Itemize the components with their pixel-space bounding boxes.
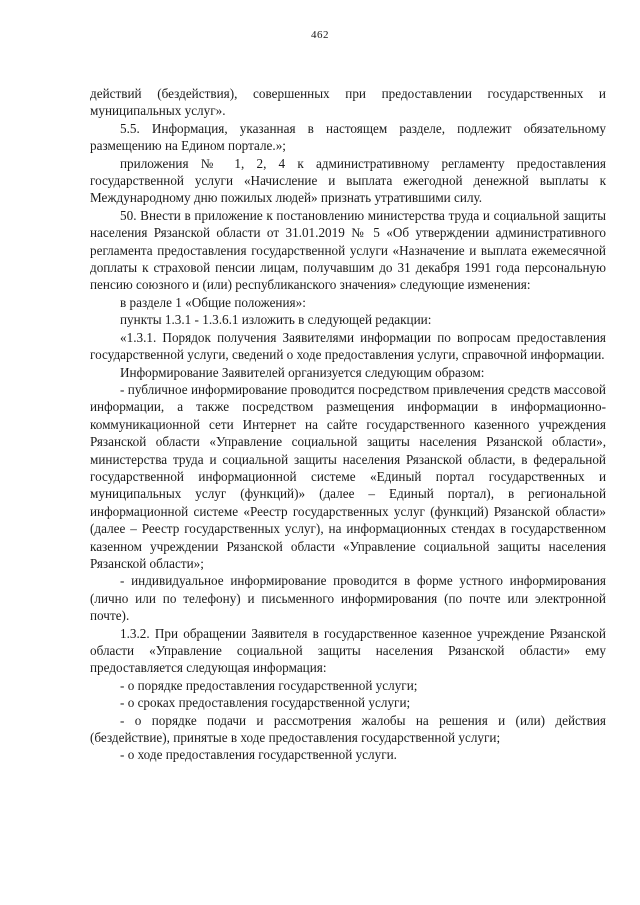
list-item: - о порядке предоставления государственной услуги; bbox=[120, 677, 418, 693]
paragraph-1-3-1: «1.3.1. Порядок получения Заявителями информации по вопросам предоставления государственной услуги, сведений о ходе предоставления услуги, справочной информации. bbox=[90, 329, 606, 363]
paragraph-annexes-void: приложения № 1, 2, 4 к административному регламенту предоставления государственной услуги «Начисление и выплата ежегодной денежной выплаты к Международному дню пожилых людей» признать утратившими силу. bbox=[90, 155, 606, 206]
paragraph-5-5: 5.5. Информация, указанная в настоящем разделе, подлежит обязательному размещению на Едином портале.»; bbox=[90, 120, 606, 154]
paragraph-50: 50. Внести в приложение к постановлению министерства труда и социальной защиты населения Рязанской области от 31.01.2019 № 5 «Об утверждении административного регламента предоставления государственной услуги «Назначение и выплата ежемесячной доплаты к страховой пенсии лицам, получавшим до 31 декабря 1991 года персональную пенсию союзного и (или) республиканского значения» следующие изменения: bbox=[90, 207, 606, 293]
paragraph-continuation: действий (бездействия), совершенных при предоставлении государственных и муниципальных услуг». bbox=[90, 86, 606, 119]
paragraph-points-edit: пункты 1.3.1 - 1.3.6.1 изложить в следующей редакции: bbox=[120, 312, 432, 328]
list-item: - о порядке подачи и рассмотрения жалобы на решения и (или) действия (бездействие), принятые в ходе предоставления государственной услуги; bbox=[90, 712, 606, 746]
list-item: - о сроках предоставления государственной услуги; bbox=[120, 695, 411, 711]
paragraph-public-informing: - публичное информирование проводится посредством привлечения средств массовой информации, а также посредством размещения информации в информационно-коммуникационной сети Интернет на сайте государственного казенного учреждения Рязанской области «Управление социальной защиты населения Рязанской области», министерства труда и социальной защиты населения Рязанской области, в федеральной государственной информационной системе «Единый портал государственных и муниципальных услуг (функций)» (далее – Единый портал), в региональной информационной системе «Реестр государственных услуг (функций) Рязанской области» (далее – Реестр государственных услуг), на информационных стендах в государственном казенном учреждении Рязанской области «Управление социальной защиты населения Рязанской области»; bbox=[90, 381, 606, 571]
document-body bbox=[90, 85, 606, 764]
paragraph-1-3-2: 1.3.2. При обращении Заявителя в государственное казенное учреждение Рязанской области «Управление социальной защиты населения Рязанской области» ему предоставляется следующая информация: bbox=[90, 625, 606, 676]
paragraph-section-1: в разделе 1 «Общие положения»: bbox=[120, 294, 306, 310]
paragraph-individual-informing: - индивидуальное информирование проводится в форме устного информирования (лично или по телефону) и письменного информирования (по почте или электронной почте). bbox=[90, 573, 606, 624]
page-number: 462 bbox=[311, 29, 329, 41]
paragraph-informing-intro: Информирование Заявителей организуется следующим образом: bbox=[120, 364, 485, 380]
list-item: - о ходе предоставления государственной услуги. bbox=[120, 747, 397, 763]
